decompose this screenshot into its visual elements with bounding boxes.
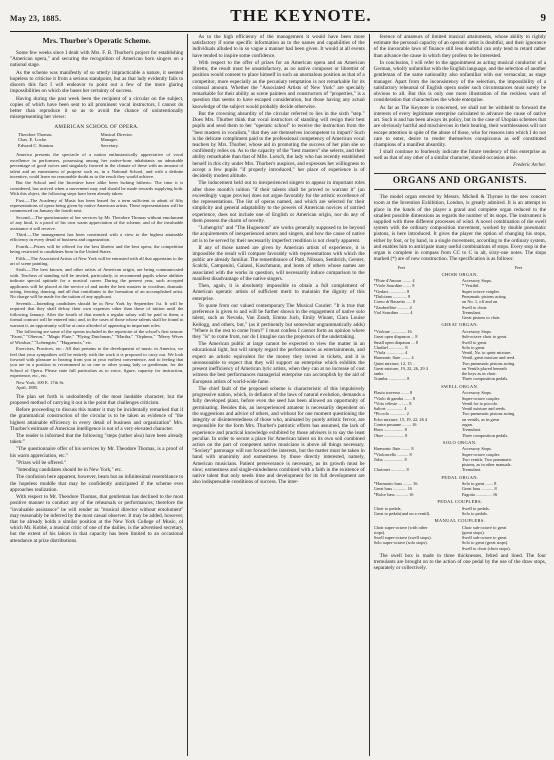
- paragraph: "Lohengrin" and "The Huguenots" are works generally supposed to be beyond the acquirements of inexperienced actors and singers, and how the cause of native art is to be served by their necessarily imperfect rendition is not clearly apparent.: [192, 225, 365, 244]
- stop-entry: stops).: [373, 529, 386, 535]
- great-stop-list: [374, 329, 546, 382]
- company-list: [18, 132, 183, 149]
- column-3-body: [374, 34, 546, 162]
- stop-entry: Horn .................. 8: [373, 427, 407, 433]
- paragraph: "The questionnaire offer of his services by Mr. Theodore Thomas, is a proof of his warm appreciation, etc.": [10, 446, 184, 459]
- manual-stop-list: [374, 525, 546, 551]
- stop-entry: Quint mixture, 12, 15 ..: [373, 360, 415, 366]
- paragraph: Some few weeks since I dealt with Mrs. F. B. Thurber's project for establishing "American opera," and securing the recognition of American born singers on a national stage.: [10, 50, 184, 69]
- couplers-stop-list: [374, 506, 546, 517]
- stop-entry: Trumba ................ 8: [373, 376, 410, 382]
- paragraph: Fourth.—Prizes will be offered for the best libretto and the best opera, the competition being restricted to candidates born in the United States.: [10, 243, 184, 255]
- stop-entry: ranks: [373, 371, 384, 377]
- accessory-entry: Accessory Stops.: [461, 446, 493, 452]
- stop-entry: Great mixture, 19, 22, 26, 29 4: [373, 365, 428, 371]
- masthead-title: THE KEYNOTE.: [230, 6, 372, 25]
- stop-entry: Corno di Bassetto ..... 8: [373, 299, 416, 305]
- company-member-name: Edward C. Stanton.: [18, 142, 54, 148]
- stop-entry: Choir to pedals.: [373, 505, 402, 511]
- stop-entry: *Violone .............. 16: [373, 328, 412, 334]
- stop-entry: Great bass ............ 16: [373, 486, 412, 492]
- paragraph: Second.—The questionnaire of her services by Mr. Theodore Thomas without emolument of any kind, is a proof of his own warm appreciation of the scheme, and of the invaluable assistance it will receive.: [10, 214, 184, 231]
- paragraph: I shall continue to fearlessly indicate the future tendency of this enterprise as well as that of any other of a similar character, should occasion arise.: [373, 149, 547, 162]
- swell-stop-list: [374, 390, 546, 438]
- stop-entry: *Voix céleste ......... 8: [373, 400, 412, 406]
- great-organ-heading: GREAT ORGAN.: [441, 322, 479, 328]
- pedal-organ-heading: PEDAL ORGAN.: [441, 474, 479, 480]
- accessory-entry: Ventil, No. to quint mixture.: [461, 350, 512, 356]
- column-3: [369, 34, 546, 756]
- stop-entry: Choir super-octave (with other: [373, 524, 428, 530]
- stop-entry: Harmonic flute ........ 4: [373, 355, 414, 361]
- circular-address: [16, 380, 183, 391]
- paragraph: If any of those named are given by American artists of experience, it is impossible the result will compare favorably with representations with which the public are already familiar. The remembrance of Patti, Nilsson, Sembrich, Gerster, Scalchi, Campanini, Galassi, Kaschmann, and hosts of others whose names are associated with the works in question, will necessarily induce comparison to the manifest disadvantage of the native singers.: [192, 244, 365, 282]
- company-member-role: Musical Director.: [100, 131, 133, 137]
- stop-entry: *Piccolo .............. 2: [373, 411, 409, 417]
- column-1: [10, 34, 183, 756]
- stop-entry: Claribel .............. 8: [373, 344, 408, 350]
- stop-entry: *Bolce bass ........... 16: [373, 491, 414, 497]
- swell-organ-heading: SWELL ORGAN.: [441, 383, 479, 389]
- paragraph: Exercises, Practices, etc.: All that pertains to the development of music in America, we feel that your sympathies will be entirely with the work it is proposed to carry out. We look forward with pleasure to hearing from you at your earliest convenience, and to feeling that you are in a position to recommend to us one or other young lady or gentleman, for the School of Opera. Please state full particulars as to voice, figure, capacity for instruction, experience, etc., etc.: [10, 346, 184, 379]
- paragraph: To quote from our valued contemporary The Musical Courier: "It is true that preference is given to and will be further shown in the engagement of native solo talent, such as Nevada, Van Zandt, Emma Juch, Emily Winant, Clara Louise Kellogg, and others, but," (as it pertinently but somewhat ungrammatically adds) "Where is the rest to come from?" I must confess I cannot form an opinion where they "is" to come from, nor do I imagine can the projectors of the undertaking.: [192, 302, 365, 341]
- accessory-entry: Solo to great ....... 8: [461, 481, 497, 487]
- paragraph: The chief fault of the proposed scheme is characteristic of this impulsively progressive nation, which, in defiance of the laws of natural evolution, demands a fully developed plant, before even the seed has been allowed an opportunity of germinating. Besides this, an inexperienced amateur is necessarily dependent on the suggestions and advice of others, and without for one moment questioning the integrity or disinterestedness of those who, animated by purely artistic fervor, are responsible for the form Mrs. Thurber's patriotic efforts has assumed, the lack of experience and practical knowledge exhibited by those advisers is to say the least peculiar. In order to secure a place for American talent on its own soil combined action on the part of competent native musicians is above all things necessary. "Society" patronage will not forward the interests, but the matter must be taken in hand with unanimity and earnestness by those directly interested, namely, American musicians. Patient perseverance is necessary, as its growth must be slow; earnestness and single-mindedness combined with a faith in the existence of native talent that only needs time and development for its full development are also indispensable conditions of success. The inter-: [192, 385, 365, 486]
- stop-entry: Oboe .................. 8: [373, 432, 408, 438]
- paragraph: As far as The Keynote is concerned, we shall not be withheld to forward the interests of every legitimate enterprise calculated to advance the cause of native art. Such is and has been always its policy, but in the case of Utopian schemes that are obviously hurtful and mischievous in their bearing, their worthlessness will not escape attention in spite of the abuse of those, who for reasons into which I do not care to enter, desire to render themselves conspicuous as self constituted champions of a manifest absurdity.: [373, 104, 547, 148]
- paragraph: With respect to the offer of prizes for an American opera and an American libretto, the result must be unsatisfactory, as no native composer or librettist of position would consent to place himself in such an anomalous position as that of a competitor, more especially as the pecuniary temptation is not remarkable for its colossal amount. Whether the "Associated Artists of New York" are specially remarkable for their ability as scene painters and constructors of "properties," is a question that seems to have escaped consideration, but those having any actual knowledge of the subject would probably decide otherwise.: [192, 59, 365, 110]
- accessory-entry: Ventil mixture and reeds.: [461, 406, 506, 412]
- school-title: AMERICAN SCHOOL OF OPERA.: [54, 123, 139, 130]
- paragraph: Fifth.—The Associated Artists of New York will be entrusted with all that appertains to the art of scene painting.: [10, 255, 184, 267]
- accessory-entry: the keys as in choir.: [461, 371, 497, 377]
- accessory-entry: organ.: [461, 421, 473, 427]
- accessory-entry: Accessory Stops.: [461, 390, 493, 396]
- solo-organ-heading: SOLO ORGAN.: [442, 439, 477, 445]
- stop-entry: [374, 546, 458, 551]
- stop-entry: *Viola ................ 4: [373, 350, 408, 356]
- organs-intro: The model organ erected by Messrs. Michell & Thynne in the new concert room at the Invention Exhibition, London, is greatly admired. It is an attempt to place in the hands of the player a grand and complete organ reduced to the smallest possible dimensions as regards the number of its stops. The instrument is supplied with three different processes of wind. A novel combination of the swell system with the ordinary composition movement, worked by double pneumatic pistons, is here introduced. It gives the player the option of changing his stops, either by foot, or by hand, in a single movement, according to the ordinary system, and enables him to anticipate many useful combinations of stops. Every stop in the organ is complete in compass from CC to C in alt, sixty-one notes. The stops marked (*) are of new construction. The specification is as follows:: [373, 194, 547, 263]
- accessory-entry: Solo to great.: [461, 344, 486, 350]
- accessory-entry: Solo to great (great stops).: [461, 540, 509, 546]
- stop-entry: *Violo di gamba ....... 8: [373, 395, 415, 401]
- accessory-entry: Great bass ........... 8: [461, 486, 497, 492]
- accessory-entry: Three composition pedals.: [461, 432, 509, 438]
- paragraph: But the School and the Incentive have alike been lacking hitherto. The time it is considered, has arrived when a movement may and should be made towards supplying both. With this object, the following steps have been already taken:: [10, 180, 184, 197]
- company-member-role: Secretary.: [100, 142, 119, 148]
- accessory-entry: on Ventils placed beneath: [461, 365, 507, 371]
- stop-entry: Viol Sourdine ......... 4: [373, 309, 413, 315]
- organs-closing: The swell box is made in three thicknesses, felted and lined. The four tremulants are brought on to the action of one pedal by the use of the draw stops, separately or collectively.: [373, 553, 547, 572]
- accessory-entry: Sub-octave choir to great.: [461, 334, 508, 340]
- accessory-entry: Accessory Stops.: [461, 278, 493, 284]
- accessory-entry: Pneumatic pistons acting: [461, 294, 506, 300]
- accessory-entry: Two pneumatic pistons acting: [461, 360, 515, 366]
- stop-entry: Salicet ............... 4: [373, 406, 407, 412]
- solo-stop-list: [374, 446, 546, 472]
- stop-entry: Great to pedals(and on a ventil).: [373, 510, 431, 516]
- column-1-intro: [10, 50, 183, 121]
- paragraph: Third.—The management has been constituted with a view to the highest attainable efficiency in every detail of business and organization.: [10, 232, 184, 243]
- stop-entry: Contra posaune ........ 16: [373, 421, 417, 427]
- paragraph: The following are some of the operas included in the repertoire of the school's first season: "Faust," "Oberon," "Magic Flute," "Flying Dutchman," "Martha," "Orpheus," "Merry Wives of Windsor," "Lohengrin," "Huguenots," etc.: [10, 328, 184, 345]
- choir-organ-heading: CHOIR ORGAN.: [441, 271, 479, 277]
- article-title: Mrs. Thurber's Operatic Scheme.: [42, 36, 151, 45]
- paragraph: "Intending candidates should be in New York," etc.: [16, 467, 123, 474]
- paragraph: With respect to Mr. Theodore Thomas, that gentleman has declined to the most positive manner to conduct any of the rehearsals or performances; therefore the "invaluable assistance" he will render as "musical director without emolument" may reasonably be inferred by the most casual observer. It may be added, however, that he already holds a similar position at the New York College of Music, of which Mr. Kobbé, a musical critic of one of the dailies, is the advertised secretary, but the extent of his labors in that capacity has been limited to an occasional attendance at prize distributions.: [10, 494, 184, 544]
- accessory-entry: Swell sub-octave to great.: [461, 535, 508, 541]
- stop-entry: Echo mixture, 15, 19, 22, 26 4: [373, 416, 428, 422]
- accessory-entry: Solo to pedals.: [461, 510, 488, 516]
- organs-section-title: ORGANS AND ORGANISTS.: [374, 173, 546, 190]
- issue-date: May 23, 1885.: [10, 14, 62, 23]
- paragraph: America presents the spectacle of a nation enthusiastically appreciative of vocal excellence in performers, possessing among her native-born inhabitants an admirable percentage of good voices and singularly favored in the climate of these with an amount of talent and an earnestness of purpose such as, in a National School, and with a definite incentive, could leave no reasonable doubt as to the result they would achieve.: [10, 152, 184, 179]
- paragraph: The plan set forth is undoubtedly of the most laudable character, but the proposed method of carrying it out is the point that challenges criticism.: [10, 393, 184, 406]
- accessory-entry: Swell to choir.: [461, 304, 488, 310]
- page-header: [10, 6, 546, 32]
- organ-specification: [374, 265, 546, 551]
- choir-stop-list: [374, 278, 546, 320]
- feet-label: Feet: [397, 264, 405, 270]
- accessory-entry: Accessory Stops.: [461, 328, 493, 334]
- paragraph: "Prizes will be offered.": [16, 459, 66, 466]
- paragraph: The reader is informed that the following "steps (rather also) have been already taken:": [10, 432, 184, 446]
- address-line: April, 1885.: [16, 385, 39, 391]
- stop-entry: Swell super-octave (swell stops).: [373, 535, 432, 541]
- accessory-entry: Super-octave coupler.: [461, 395, 501, 401]
- stop-entry: *Flute d'Amour ........ 4: [373, 278, 415, 284]
- stop-entry: [374, 315, 458, 320]
- column-2: [187, 34, 364, 756]
- accessory-entry: Tremulant.: [461, 427, 482, 433]
- accessory-entry: Two pneumatic pistons acting: [461, 411, 515, 417]
- accessory-entry: Choir sub-octave to great: [461, 524, 507, 530]
- stop-entry: *Gedact ............... 8: [373, 288, 410, 294]
- stop-entry: *Zauberflöte .......... 4: [373, 304, 412, 310]
- accessory-entry: pistons, as in other manuals.: [461, 462, 512, 468]
- stop-entry: Great open diapason ... 8: [373, 334, 418, 340]
- accessory-entry: Super-octave coupler.: [461, 451, 501, 457]
- paragraph: Having during the past week been the recipient of a circular on the subject, copies of which have been sent to all prominent vocal instructors, I cannot do better than reproduce it so as to avoid the chance of unintentionally misrepresenting her views:: [10, 95, 184, 121]
- paragraph: In conclusion, I will refer to the appointment as acting musical conductor of a German, wholly unfamiliar with the English language, and the selection of another gentleman of the same nationality also unfamiliar with our vernacular, as stage manager. Apart from the inconsistency of the selection, the impossibility of a satisfactory rehearsal of English opera under such circumstances must surely be obvious to all. But this is only one more illustration of the reckless want of consideration that characterizes the whole enterprise.: [373, 59, 547, 104]
- couplers-organ-heading: PEDAL COUPLERS.: [437, 499, 483, 505]
- accessory-entry: Tremulant.: [461, 309, 482, 315]
- accessory-entry: Fagotto .............. 16: [461, 491, 498, 497]
- feet-label-row: [374, 265, 546, 270]
- paragraph: As to the high efficiency of the management it would have been more satisfactory if some specific information as to the names and capabilities of the individuals alluded to in so vague a manner had been given. It would at all events have tended to inspire some confidence.: [192, 34, 365, 59]
- stop-entry: Flauto traverso ....... 8: [373, 390, 413, 396]
- paragraph: First.—The Academy of Music has been leased for a term sufficient to admit of fifty representations of opera being given by native American artists. These representations will be commenced on January the fourth next.: [10, 197, 184, 214]
- paragraph: Sixth.—The best known, and other artists of American origin, are being communicated with. Teachers of standing will be invited, particularly, to recommend pupils whose abilities indicate special aptitude for a musical career. During the present year, such accepted applicants will be placed at the service of and under the best masters in vocalism, dramatic acting, fencing, dancing, and all that contributes to the formation of an accomplished artist. No charge will be made for the tuition of any applicant.: [10, 267, 184, 300]
- paragraph: The inducement held out to inexperienced singers to appear in important roles after three month's tuition "if their talents shall be proved to warrant it" (an exceedingly vague proviso) does not argue favorably for the artistic excellence of the representations. The list of operas named, and which are selected for their simplicity and general adaptability to the powers of American novices of untried experience, does not include one of English or American origin, nor do any of them possess the charm of novelty.: [192, 180, 365, 224]
- paragraph: Seventh.—Intending candidates should be in New York by September 1st. It will be required that they shall defray their own expenses other than those of tuition until the following January. After the fourth of that month a regular salary will be paid to them; a formal contract will be entered into; and, in the cases of those whose talents shall be found to warrant it, an opportunity will be at once afforded of appearing in important roles.: [10, 300, 184, 328]
- circular-text: [10, 152, 183, 378]
- paragraph: The American public at large cannot be expected to view the matter in an educational light, but will simply regard the performances as entertainments, and expect an artistic equivalent for the money they invest in tickets, and it is unreasonable to expect that they will support an enterprise which exhibits the present inefficiency of American lyric artists, when they can at no increase of cost witness the best performances managerial enterprise can accomplish by the aid of European artists of world-wide fame.: [192, 341, 365, 385]
- paragraph: ference of amateurs of limited musical attainments, whose ability to rightly estimate the personal capacity of an operatic artist is doubtful, and their ignorance of the inexorable laws of finance still less doubtful can only tend to retard rather than advance the cause in which they profess to be interested.: [373, 34, 547, 59]
- pedal-stop-list: [374, 481, 546, 497]
- page-number: 9: [540, 12, 546, 24]
- author-signature: Frederic Archer.: [513, 162, 547, 168]
- accessory-entry: on No. 1, off and on.: [461, 299, 499, 305]
- stop-entry: *Violoncello .......... 8: [373, 451, 412, 457]
- accessory-entry: Two ventils. Two pneumatic: [461, 456, 512, 462]
- accessory-entry: Swell to choir (choir stops).: [461, 545, 511, 551]
- accessory-entry: Ventil for to piccolo.: [461, 400, 499, 406]
- accessory-entry: Great pistons to choir.: [461, 315, 501, 321]
- paragraph: Before proceeding to discuss this matter it may be incidentally remarked that if the grammatical construction of the circular is to be taken as evidence of "the highest attainable efficiency in every detail of business and organization" Mrs. Thurber's estimate of American intelligence is not of a very elevated character.: [10, 407, 184, 432]
- stop-entry: Tuba .................. 8: [373, 456, 407, 462]
- address-line: New York, 100 E. 17th St.: [16, 379, 65, 385]
- column-2-body: [192, 34, 364, 486]
- manual-organ-heading: MANUAL COUPLERS.: [434, 518, 486, 524]
- accessory-entry: Swell to great.: [461, 339, 488, 345]
- paragraph: But the crowning absurdity of the circular referred to lies in the sixth "step." Does Mrs. Thurber think that vocal instructors of standing will resign their best pupils and send them to her "operatic school" to receive the instruction from the "best masters in vocalism," that they are themselves incompetent to impart? Such is the delicate compliment paid to the professional competency of American vocal teachers by Mrs. Thurber, whose aid in promoting the success of her plan she so confidently relies on. As to the capacity of the "best masters" she selects, and their ability remarkable than that of Mlle. Lorsch, the lady who has recently established herself in this city under Mrs. Thurber's auspices, and expresses her willingness to accept a few pupils "if properly introduced," her place of experience is of decidedly modest altitude.: [192, 110, 365, 180]
- stop-entry: Solo super-octave (solo stops).: [373, 540, 428, 546]
- company-member-name: Theodore Thomas.: [18, 131, 53, 137]
- column-1-body: [10, 394, 183, 544]
- paragraph: Then, again, it is absolutely impossible to obtain a full complement of American operatic artists of sufficient merit to maintain the dignity of this enterprise.: [192, 283, 365, 302]
- stop-entry: Harmonic flute ........ 8: [373, 446, 414, 452]
- feet-label: Feet: [514, 264, 523, 270]
- accessory-entry: on ventils, as in great: [461, 416, 500, 422]
- stop-entry: *Harmonic bass ........ 16: [373, 481, 418, 487]
- accessory-entry: Three composition pedals.: [461, 376, 509, 382]
- stop-entry: Clarionet ............. 8: [373, 467, 409, 473]
- stop-entry: *Viole Sourdine ....... 8: [373, 283, 415, 289]
- stop-entry: Small open diapason ... 8: [373, 339, 418, 345]
- accessory-entry: Ventil, great mixture and reed.: [461, 355, 516, 361]
- company-member-name: Chas. E. Locke.: [18, 137, 48, 143]
- accessory-entry: (great stops).: [461, 529, 485, 535]
- paragraph: The confusion here apparent, however, bears but an infinitesimal resemblance to the hopeless muddle that may be confidently anticipated if the scheme ever approaches realization.: [10, 474, 184, 493]
- company-member-role: Manager.: [100, 137, 118, 143]
- accessory-entry: Swell to pedals.: [461, 505, 490, 511]
- paragraph: As the scheme was manifestly of so utterly impracticable a nature, it seemed hopeless to criticise it from a serious standpoint, but as that lady evidently fails to discern this fact I will endeavor to point out a few of the more glaring impossibilities on which she bases her certainty of success.: [10, 69, 184, 95]
- accessory-entry: Tremulant.: [461, 467, 482, 473]
- accessory-entry: Super octave coupler.: [461, 288, 500, 294]
- stop-entry: *Dulciana ............. 8: [373, 294, 411, 300]
- accessory-entry: * Vestibil.: [461, 283, 480, 289]
